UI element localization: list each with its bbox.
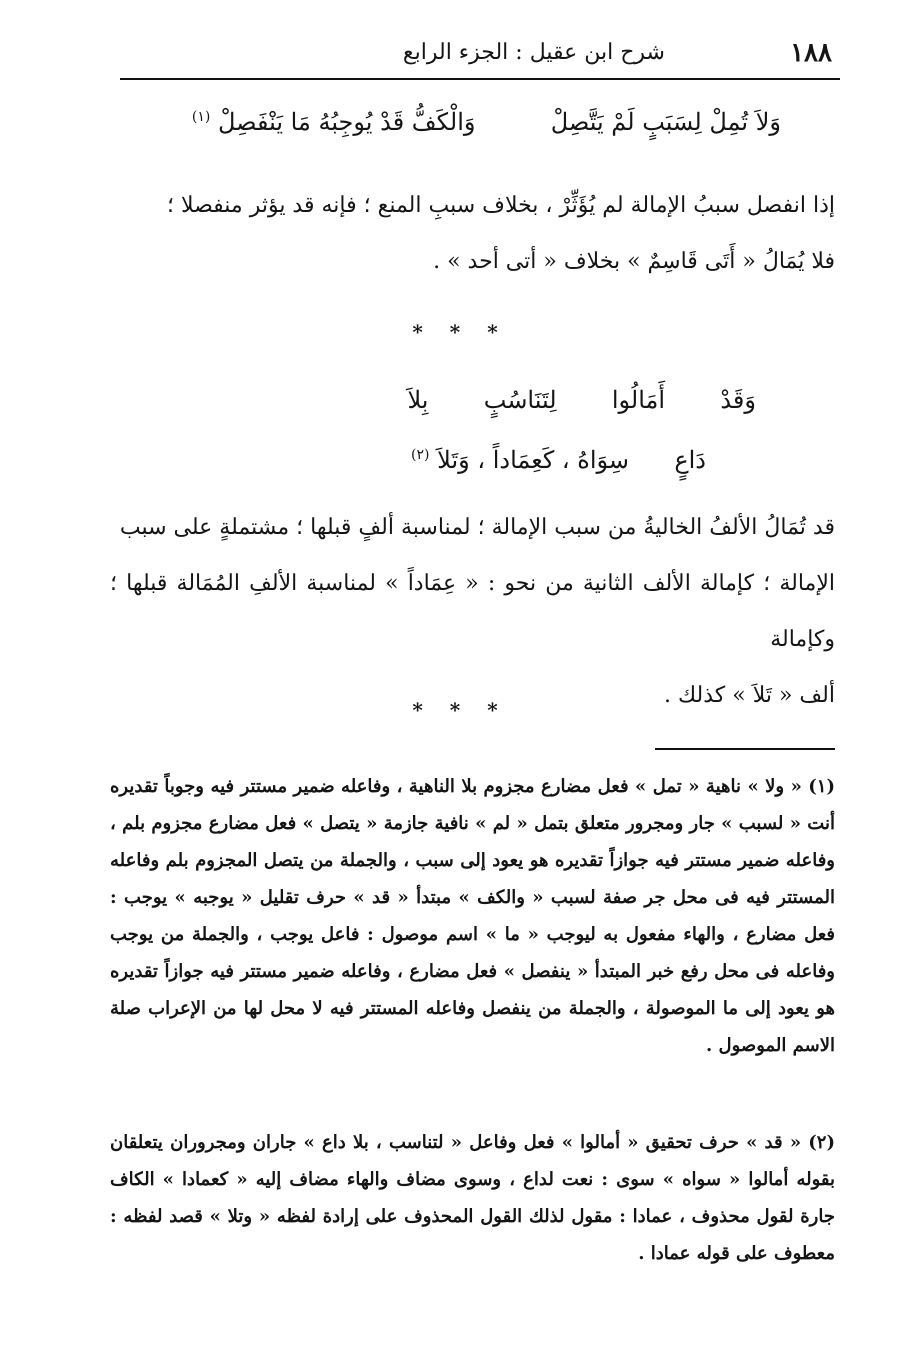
footnote-2: (٢) « قد » حرف تحقيق « أمالوا » فعل وفاعل « لتناسب ، بلا داع » جاران ومجروران يتعلقان بقوله أمالوا « سواه » سوى : نعت لداع ، وسوى مضاف والهاء مضاف إليه « كعمادا » الكاف جارة لقول محذوف ، عمادا : مقول لذلك القول المحذوف على إرادة لفظه « وتلا » قصد لفظه : معطوف على قوله عمادا . (110, 1132, 835, 1264)
page-number: ١٨٨ (790, 38, 832, 68)
footnote-rule (655, 748, 835, 750)
verse-1 (192, 108, 781, 136)
commentary-2-line: ألف « تَلاَ » كذلك . (664, 683, 835, 708)
verse-2-word: لِتَنَاسُبٍ (483, 386, 557, 414)
verse-2-word: سِوَاهُ ، كَعِمَاداً ، وَتَلاَ (437, 446, 630, 474)
commentary-2 (110, 500, 835, 724)
commentary-2-line: الإمالة ؛ كإمالة الألف الثانية من نحو : « عِمَاداً » لمناسبة الألفِ المُمَالة قبلها ؛ وكإمالة (110, 571, 835, 652)
verse-1-second-hemistich: وَالْكَفُّ قَدْ يُوجِبُهُ مَا يَنْفَصِلْ (217, 108, 476, 136)
verse-2-word: دَاعٍ (674, 446, 706, 474)
verse-1-first-hemistich: وَلاَ تُمِلْ لِسَبَبٍ لَمْ يَتَّصِلْ (550, 108, 781, 136)
page-header (120, 28, 840, 80)
header-rule (120, 78, 840, 80)
commentary-2-line: قد تُمَالُ الألفُ الخاليةُ من سبب الإمالة ؛ لمناسبة ألفٍ قبلها ؛ مشتملةٍ على سبب (119, 515, 835, 540)
footnote-1: (١) « ولا » ناهية « تمل » فعل مضارع مجزوم بلا الناهية ، وفاعله ضمير مستتر فيه وجوباً تقديره أنت « لسبب » جار ومجرور متعلق بتمل « لم » نافية جازمة « يتصل » فعل مضارع مجزوم بلم ، وفاعله ضمير مستتر فيه جوازاً تقديره هو يعود إلى سبب ، والجملة من يتصل المجزوم بلم وفاعله المستتر فيه فى محل جر صفة لسبب « والكف » مبتدأ « قد » حرف تقليل « يوجبه » يوجب : فعل مضارع ، والهاء مفعول به ليوجب « ما » اسم موصول : فاعل يوجب ، والجملة من يوجب وفاعله فى محل رفع خبر المبتدأ « ينفصل » فعل مضارع ، وفاعله ضمير مستتر فيه جوازاً تقديره هو يعود إلى ما الموصولة ، والجملة من ينفصل وفاعله المستتر فيه لا محل لها من الإعراب صلة الاسم الموصول . (110, 776, 835, 1056)
footnote-ref-1: (١) (191, 109, 211, 125)
footnote-ref-2: (٢) (411, 447, 430, 463)
verse-2-word: وَقَدْ (720, 386, 756, 414)
section-separator: * * * (412, 698, 508, 722)
commentary-1 (110, 178, 835, 290)
verse-2-word: بِلاَ (407, 386, 429, 414)
section-separator: * * * (412, 320, 508, 344)
verse-2-line-2 (411, 446, 706, 474)
verse-2-line-1 (276, 386, 756, 414)
commentary-1-line: إذا انفصل سببُ الإمالة لم يُؤَثِّرْ ، بخلاف سببِ المنع ؛ فإنه قد يؤثر منفصلا ؛ (166, 193, 835, 218)
commentary-1-line: فلا يُمَالُ « أَتَى قَاسِمٌ » بخلاف « أتى أحد » . (433, 249, 835, 274)
verse-2-word: أَمَالُوا (611, 386, 666, 414)
running-title: شرح ابن عقيل : الجزء الرابع (402, 40, 665, 65)
